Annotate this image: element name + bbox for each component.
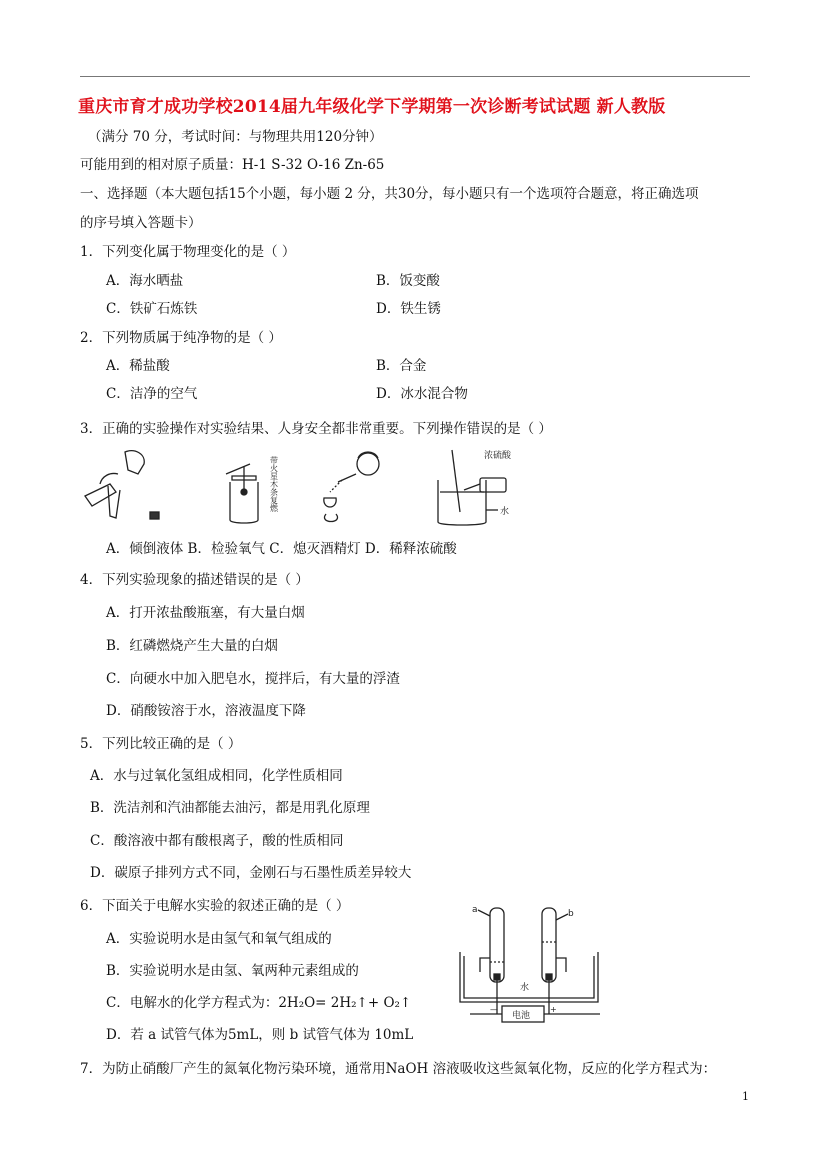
q1-option-d: D．铁生锈	[376, 301, 441, 317]
atomic-mass-line: 可能用到的相对原子质量：H-1 S-32 O-16 Zn-65	[80, 157, 385, 173]
section1-instructions-line2: 的序号填入答题卡）	[80, 215, 202, 231]
q2-option-d: D．冰水混合物	[376, 386, 468, 402]
tube-a-label: a	[472, 905, 478, 915]
page-number: 1	[742, 1090, 749, 1103]
dilute-acid-figure	[438, 450, 506, 525]
q1-option-a: A．海水晒盐	[106, 273, 184, 289]
q3-figure-acid-label: 浓硫酸	[484, 451, 512, 461]
q3-experiment-figures	[80, 446, 520, 528]
battery-label: 电池	[512, 1011, 531, 1021]
section1-instructions-line1: 一、选择题（本大题包括15个小题，每小题 2 分，共30分，每小题只有一个选项符合题意，将正确选项	[80, 186, 699, 202]
q1-option-b: B．饭变酸	[376, 273, 440, 289]
q5-option-a: A．水与过氧化氢组成相同，化学性质相同	[90, 768, 343, 784]
q2-option-c: C．洁净的空气	[106, 386, 198, 402]
q6-option-b: B．实验说明水是由氢、氧两种元素组成的	[106, 963, 359, 979]
check-oxygen-figure	[226, 464, 258, 523]
q4-option-b: B．红磷燃烧产生大量的白烟	[106, 638, 278, 654]
q4-option-c: C．向硬水中加入肥皂水，搅拌后，有大量的浮渣	[106, 671, 400, 687]
q5-stem: 5．下列比较正确的是（ ）	[80, 736, 242, 752]
q6-stem: 6．下面关于电解水实验的叙述正确的是（ ）	[80, 898, 350, 914]
q3-stem: 3．正确的实验操作对实验结果、人身安全都非常重要。下列操作错误的是（ ）	[80, 421, 552, 437]
page-title: 重庆市育才成功学校2014届九年级化学下学期第一次诊断考试试题 新人教版	[78, 97, 666, 117]
q2-option-a: A．稀盐酸	[106, 358, 170, 374]
extinguish-lamp-figure	[324, 452, 379, 522]
q5-option-b: B．洗洁剂和汽油都能去油污，都是用乳化原理	[90, 800, 370, 816]
battery-minus-label: —	[490, 1005, 498, 1014]
q2-option-b: B．合金	[376, 358, 427, 374]
q5-option-c: C．酸溶液中都有酸根离子，酸的性质相同	[90, 833, 344, 849]
exam-info: （满分 70 分，考试时间：与物理共用120分钟）	[88, 129, 383, 145]
header-rule	[80, 76, 750, 77]
q4-option-d: D．硝酸铵溶于水，溶液温度下降	[106, 703, 306, 719]
q1-stem: 1．下列变化属于物理变化的是（ ）	[80, 244, 296, 260]
q3-options: A．倾倒液体 B．检验氧气 C．熄灭酒精灯 D．稀释浓硫酸	[106, 541, 457, 557]
q6-option-a: A．实验说明水是由氢气和氧气组成的	[106, 931, 332, 947]
q1-option-c: C．铁矿石炼铁	[106, 301, 198, 317]
battery-plus-label: +	[550, 1005, 557, 1014]
q4-option-a: A．打开浓盐酸瓶塞，有大量白烟	[106, 605, 305, 621]
q5-option-d: D．碳原子排列方式不同，金刚石与石墨性质差异较大	[90, 865, 412, 881]
q6-option-c: C．电解水的化学方程式为：2H₂O= 2H₂↑+ O₂↑	[106, 995, 412, 1011]
electrolysis-figure	[450, 902, 620, 1027]
pouring-liquid-figure	[85, 451, 159, 519]
q3-figure-match-label: 带火星木条复燃	[269, 456, 279, 512]
q3-figure-water-label: 水	[500, 507, 510, 517]
water-label: 水	[520, 983, 530, 993]
tube-b-label: b	[568, 909, 574, 919]
q2-stem: 2．下列物质属于纯净物的是（ ）	[80, 330, 282, 346]
q6-option-d: D．若 a 试管气体为5mL，则 b 试管气体为 10mL	[106, 1027, 414, 1043]
q4-stem: 4．下列实验现象的描述错误的是（ ）	[80, 572, 309, 588]
q7-stem: 7．为防止硝酸厂产生的氮氧化物污染环境，通常用NaOH 溶液吸收这些氮氧化物，反应的化学方程式为：	[80, 1061, 717, 1077]
